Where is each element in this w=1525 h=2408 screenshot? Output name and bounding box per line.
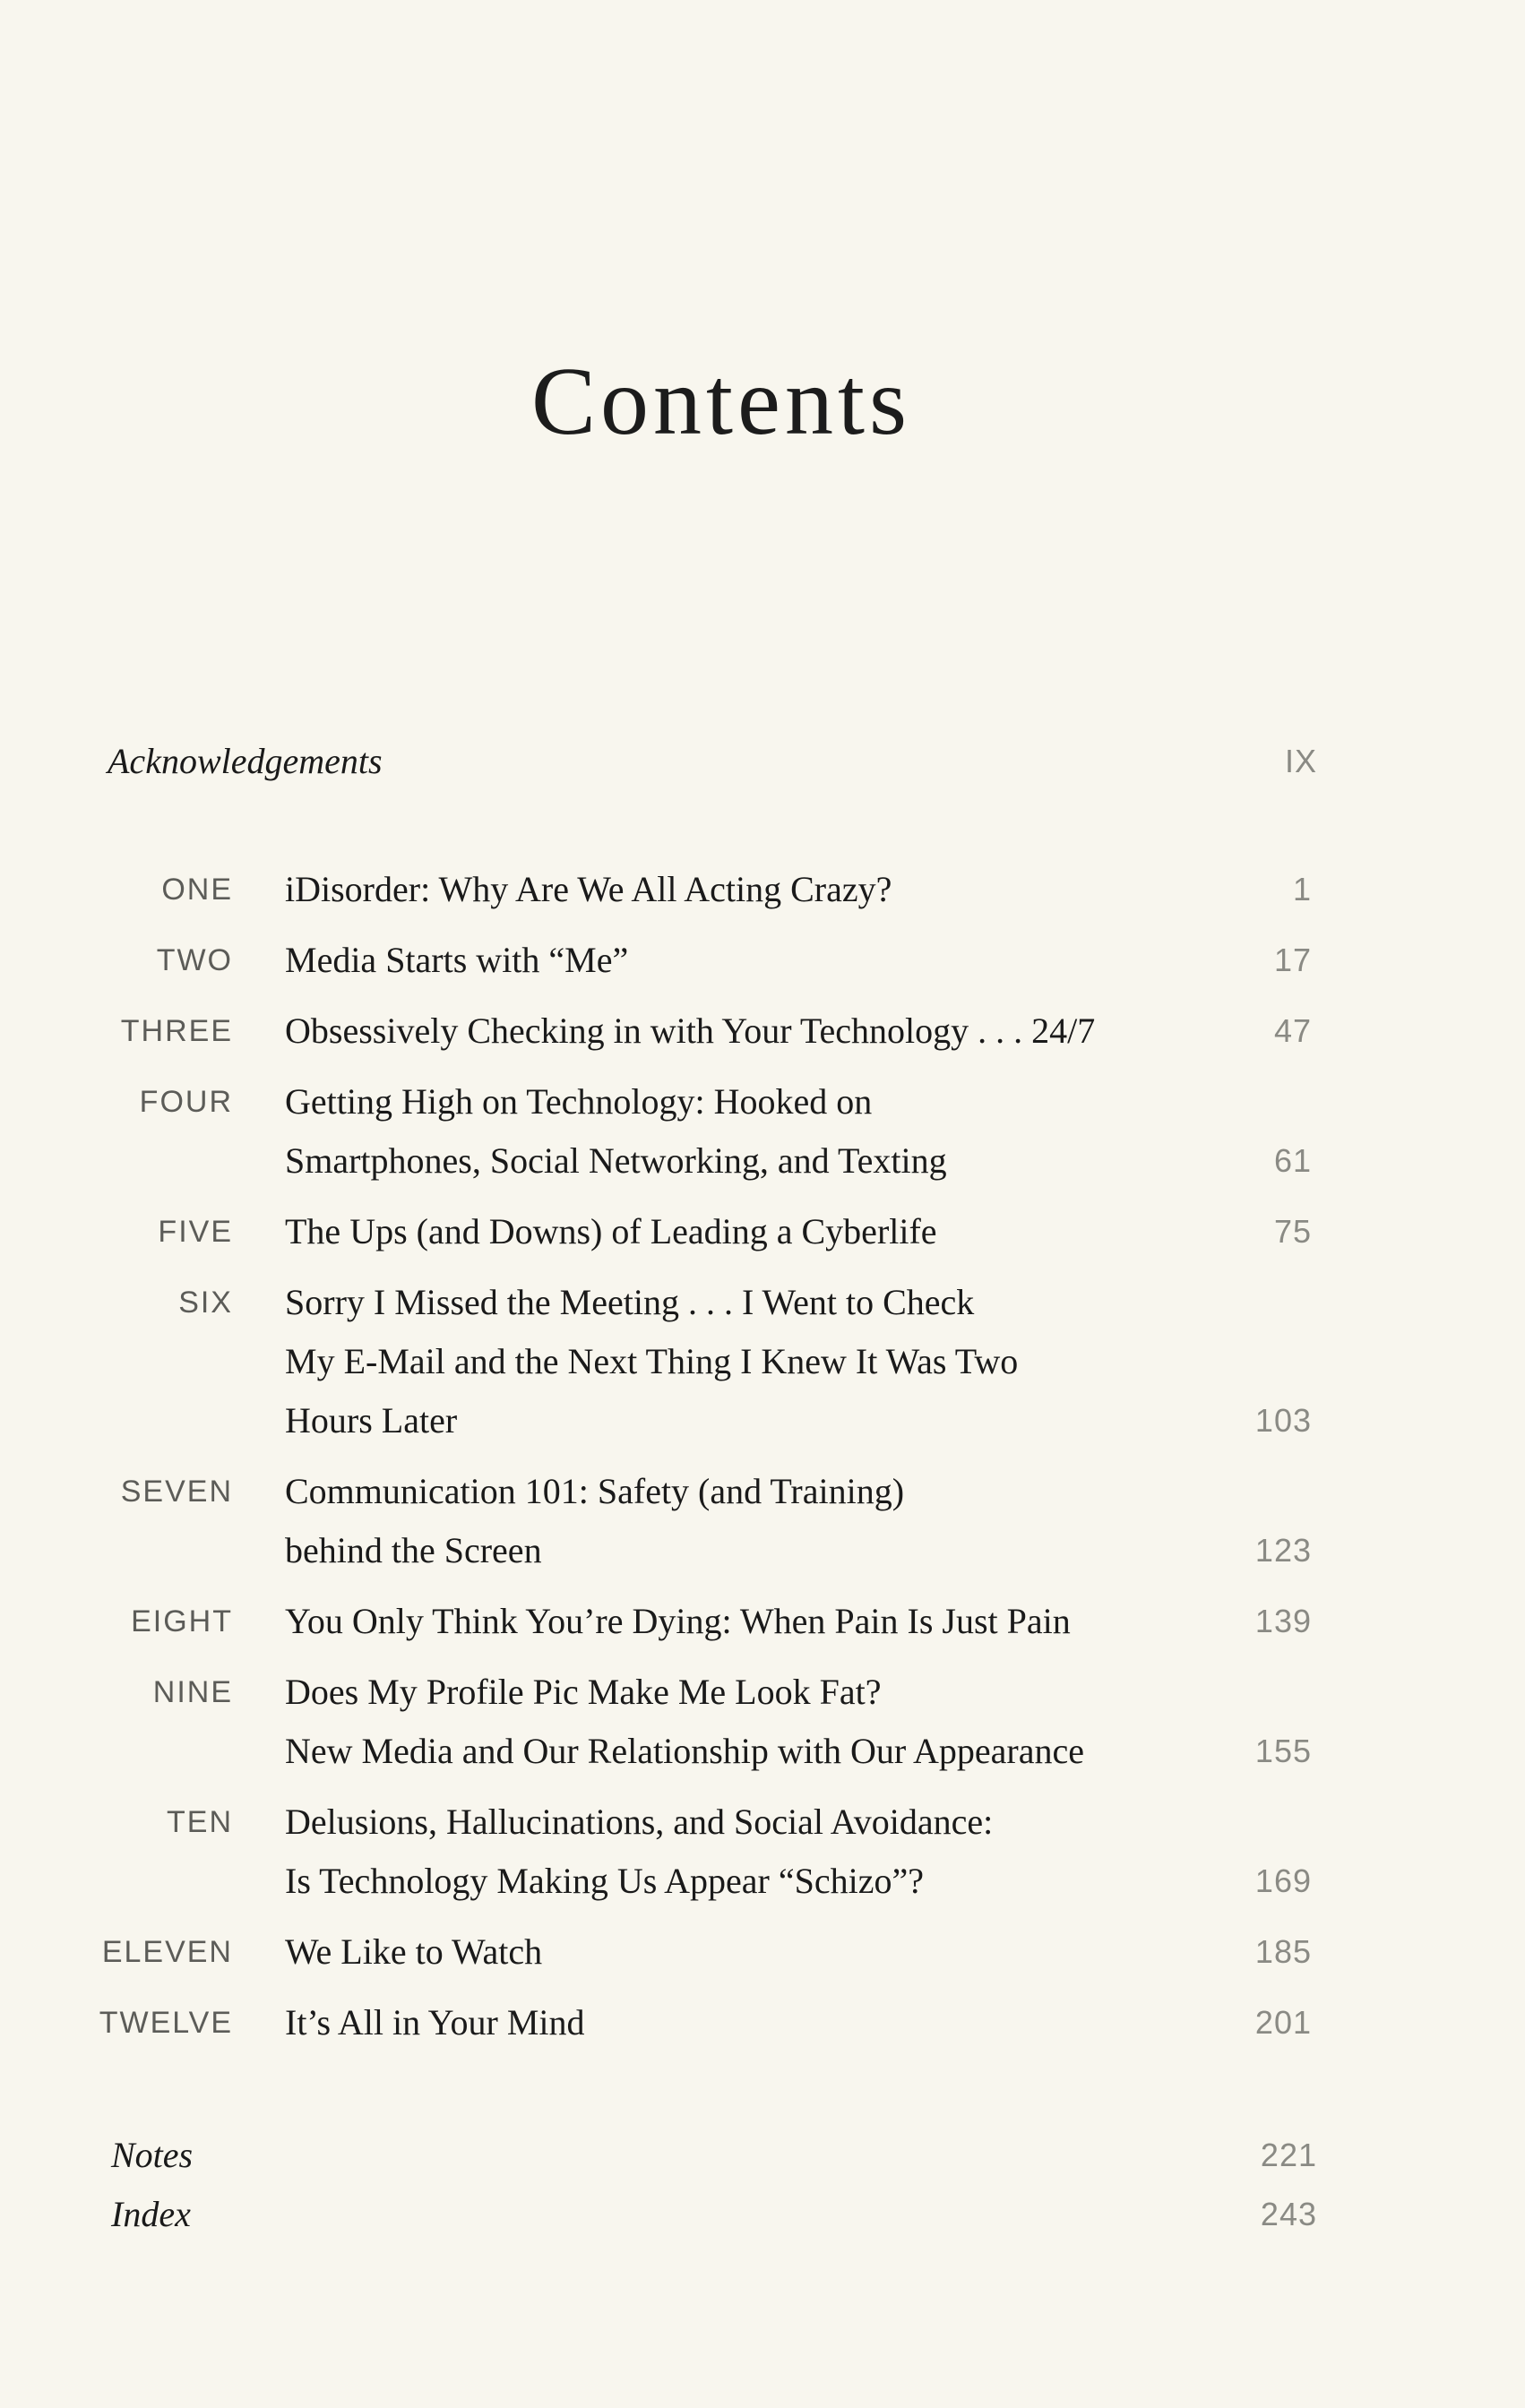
chapter-entry-three[interactable] — [0, 1002, 1525, 1061]
page-number: 169 — [1254, 1862, 1312, 1899]
chapter-number: TEN — [167, 1805, 233, 1839]
page-number: 185 — [1254, 1933, 1312, 1970]
chapter-entry-five[interactable] — [0, 1202, 1525, 1261]
page-number: 103 — [1254, 1402, 1312, 1439]
chapter-number: ONE — [161, 873, 233, 907]
chapter-number: TWELVE — [99, 2006, 233, 2040]
chapter-entry-ten[interactable] — [0, 1793, 1525, 1911]
chapter-title-line: The Ups (and Downs) of Leading a Cyberlife — [285, 1211, 937, 1251]
chapter-title — [285, 1072, 1235, 1191]
chapter-title-line: You Only Think You’re Dying: When Pain Is Just Pain — [285, 1601, 1071, 1641]
page-number: 17 — [1273, 942, 1312, 978]
chapter-title — [285, 1462, 1235, 1580]
page-number: 61 — [1273, 1142, 1312, 1179]
chapter-number: FOUR — [139, 1085, 233, 1119]
chapter-title — [285, 1922, 1235, 1982]
chapter-title-line: Media Starts with “Me” — [285, 940, 629, 980]
chapter-number: EIGHT — [131, 1604, 233, 1638]
chapter-entry-four[interactable] — [0, 1072, 1525, 1191]
chapter-title — [285, 1202, 1235, 1261]
chapter-title-line: Smartphones, Social Networking, and Texting — [285, 1140, 947, 1181]
chapter-title-line: We Like to Watch — [285, 1931, 543, 1972]
chapter-number: THREE — [120, 1014, 233, 1048]
chapter-title — [285, 1273, 1235, 1450]
chapter-entry-nine[interactable] — [0, 1663, 1525, 1781]
chapter-title-line: Is Technology Making Us Appear “Schizo”? — [285, 1861, 924, 1901]
page-number: 75 — [1273, 1213, 1312, 1250]
chapter-title-line: Obsessively Checking in with Your Technology . . . 24/7 — [285, 1010, 1096, 1051]
page-number: 47 — [1273, 1012, 1312, 1049]
page-number: IX — [1284, 743, 1317, 779]
chapter-list — [0, 860, 1525, 2064]
toc-entry-notes[interactable] — [111, 2128, 1317, 2182]
chapter-title-line: Sorry I Missed the Meeting . . . I Went to Check — [285, 1282, 975, 1322]
chapter-title — [285, 931, 1235, 990]
page-number: 243 — [1260, 2196, 1317, 2232]
chapter-number: TWO — [156, 943, 233, 977]
page-number: 123 — [1254, 1532, 1312, 1569]
entry-title: Notes — [111, 2135, 194, 2175]
chapter-title — [285, 1793, 1235, 1911]
chapter-number: ELEVEN — [101, 1935, 233, 1969]
chapter-title-line: My E-Mail and the Next Thing I Knew It Was Two — [285, 1341, 1019, 1381]
entry-title: Index — [111, 2194, 191, 2234]
chapter-entry-eleven[interactable] — [0, 1922, 1525, 1982]
chapter-title-line: Delusions, Hallucinations, and Social Avoidance: — [285, 1802, 994, 1842]
page-number: 221 — [1260, 2137, 1317, 2173]
page-number: 139 — [1254, 1603, 1312, 1639]
chapter-number: SIX — [178, 1286, 233, 1320]
toc-entry-acknowledgements[interactable] — [108, 735, 1317, 788]
chapter-number: FIVE — [158, 1215, 233, 1249]
page-number: 1 — [1292, 871, 1312, 907]
chapter-title — [285, 1002, 1235, 1061]
chapter-title-line: behind the Screen — [285, 1530, 542, 1570]
page-number: 201 — [1254, 2004, 1312, 2041]
chapter-title-line: iDisorder: Why Are We All Acting Crazy? — [285, 869, 892, 909]
toc-entry-index[interactable] — [111, 2188, 1317, 2241]
chapter-title-line: Getting High on Technology: Hooked on — [285, 1081, 873, 1122]
chapter-title — [285, 1592, 1235, 1651]
chapter-number: NINE — [152, 1675, 233, 1709]
chapter-title-line: Communication 101: Safety (and Training) — [285, 1471, 905, 1511]
chapter-entry-six[interactable] — [0, 1273, 1525, 1450]
page-title: Contents — [530, 348, 911, 455]
chapter-entry-two[interactable] — [0, 931, 1525, 990]
chapter-entry-eight[interactable] — [0, 1592, 1525, 1651]
chapter-title-line: It’s All in Your Mind — [285, 2002, 585, 2042]
chapter-title-line: Hours Later — [285, 1400, 458, 1440]
chapter-title — [285, 860, 1235, 919]
chapter-title — [285, 1663, 1235, 1781]
chapter-entry-seven[interactable] — [0, 1462, 1525, 1580]
chapter-title — [285, 1993, 1235, 2052]
chapter-title-line: Does My Profile Pic Make Me Look Fat? — [285, 1672, 882, 1712]
chapter-entry-twelve[interactable] — [0, 1993, 1525, 2052]
chapter-entry-one[interactable] — [0, 860, 1525, 919]
entry-title: Acknowledgements — [108, 741, 383, 781]
chapter-number: SEVEN — [120, 1475, 233, 1509]
page-number: 155 — [1254, 1733, 1312, 1769]
chapter-title-line: New Media and Our Relationship with Our Appearance — [285, 1731, 1084, 1771]
